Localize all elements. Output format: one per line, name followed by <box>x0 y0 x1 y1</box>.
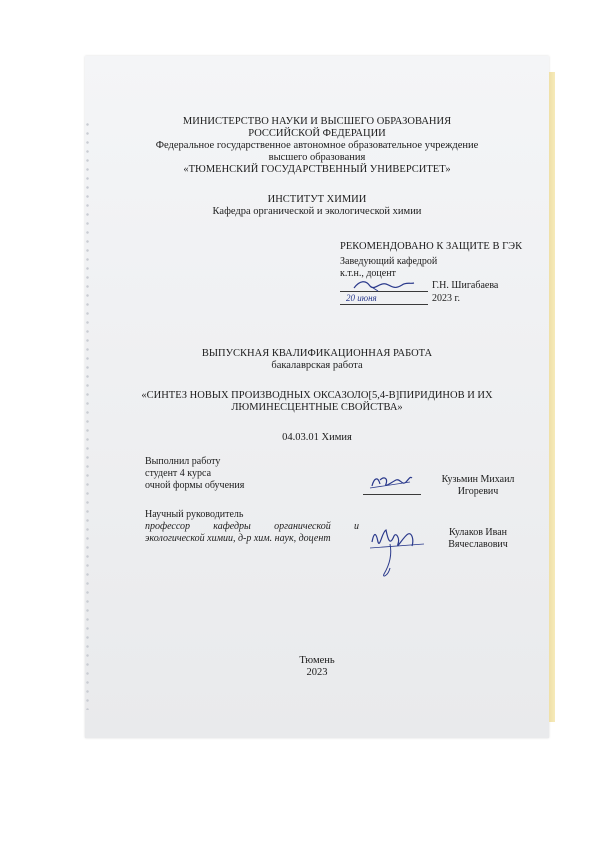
author-name-line-2: Игоревич <box>457 486 499 497</box>
work-title-line-2: ЛЮМИНЕСЦЕНТНЫЕ СВОЙСТВА» <box>231 402 403 413</box>
ministry-line-1: МИНИСТЕРСТВО НАУКИ И ВЫСШЕГО ОБРАЗОВАНИЯ <box>182 116 452 127</box>
department-name: Кафедра органической и экологической химии <box>212 206 422 217</box>
approval-degree: к.т.н., доцент <box>340 268 396 279</box>
approval-year: 2023 г. <box>432 293 460 304</box>
approval-title: РЕКОМЕНДОВАНО К ЗАЩИТЕ В ГЭК <box>340 241 523 252</box>
work-level: бакалаврская работа <box>271 360 363 371</box>
work-title-line-1: «СИНТЕЗ НОВЫХ ПРОИЗВОДНЫХ ОКСАЗОЛО[5,4-B]ПИРИДИНОВ И ИХ <box>141 390 493 401</box>
author-signature <box>366 470 416 494</box>
approval-date-handwritten: 20 июня <box>346 293 377 303</box>
supervisor-position-line-1: профессор кафедры органической и <box>145 521 359 532</box>
specialty-code: 04.03.01 Химия <box>282 432 352 443</box>
author-label-1: Выполнил работу <box>145 456 221 467</box>
author-label-2: студент 4 курса <box>145 468 212 479</box>
supervisor-name-line-2: Вячеславович <box>448 539 508 550</box>
university-name: «ТЮМЕНСКИЙ ГОСУДАРСТВЕННЫЙ УНИВЕРСИТЕТ» <box>183 164 451 175</box>
institution-line-2: высшего образования <box>268 152 366 163</box>
supervisor-label: Научный руководитель <box>145 509 244 520</box>
approval-role: Заведующий кафедрой <box>340 256 438 267</box>
institution-line-1: Федеральное государственное автономное образовательное учреждение <box>155 140 479 151</box>
supervisor-signature <box>368 518 432 580</box>
work-type: ВЫПУСКНАЯ КВАЛИФИКАЦИОННАЯ РАБОТА <box>201 348 433 359</box>
institute-name: ИНСТИТУТ ХИМИИ <box>267 194 367 205</box>
year: 2023 <box>306 667 328 678</box>
ministry-line-2: РОССИЙСКОЙ ФЕДЕРАЦИИ <box>248 128 386 139</box>
approval-date-line <box>340 304 428 305</box>
approval-name: Г.Н. Шигабаева <box>432 280 499 291</box>
city: Тюмень <box>299 655 335 666</box>
supervisor-name-line-1: Кулаков Иван <box>448 527 508 538</box>
supervisor-position-line-2: экологической химии, д-р хим. наук, доцент <box>145 533 331 544</box>
underlying-page-edge <box>549 72 555 722</box>
author-signature-line <box>363 494 421 495</box>
author-label-3: очной формы обучения <box>145 480 245 491</box>
author-name-line-1: Кузьмин Михаил <box>441 474 515 485</box>
